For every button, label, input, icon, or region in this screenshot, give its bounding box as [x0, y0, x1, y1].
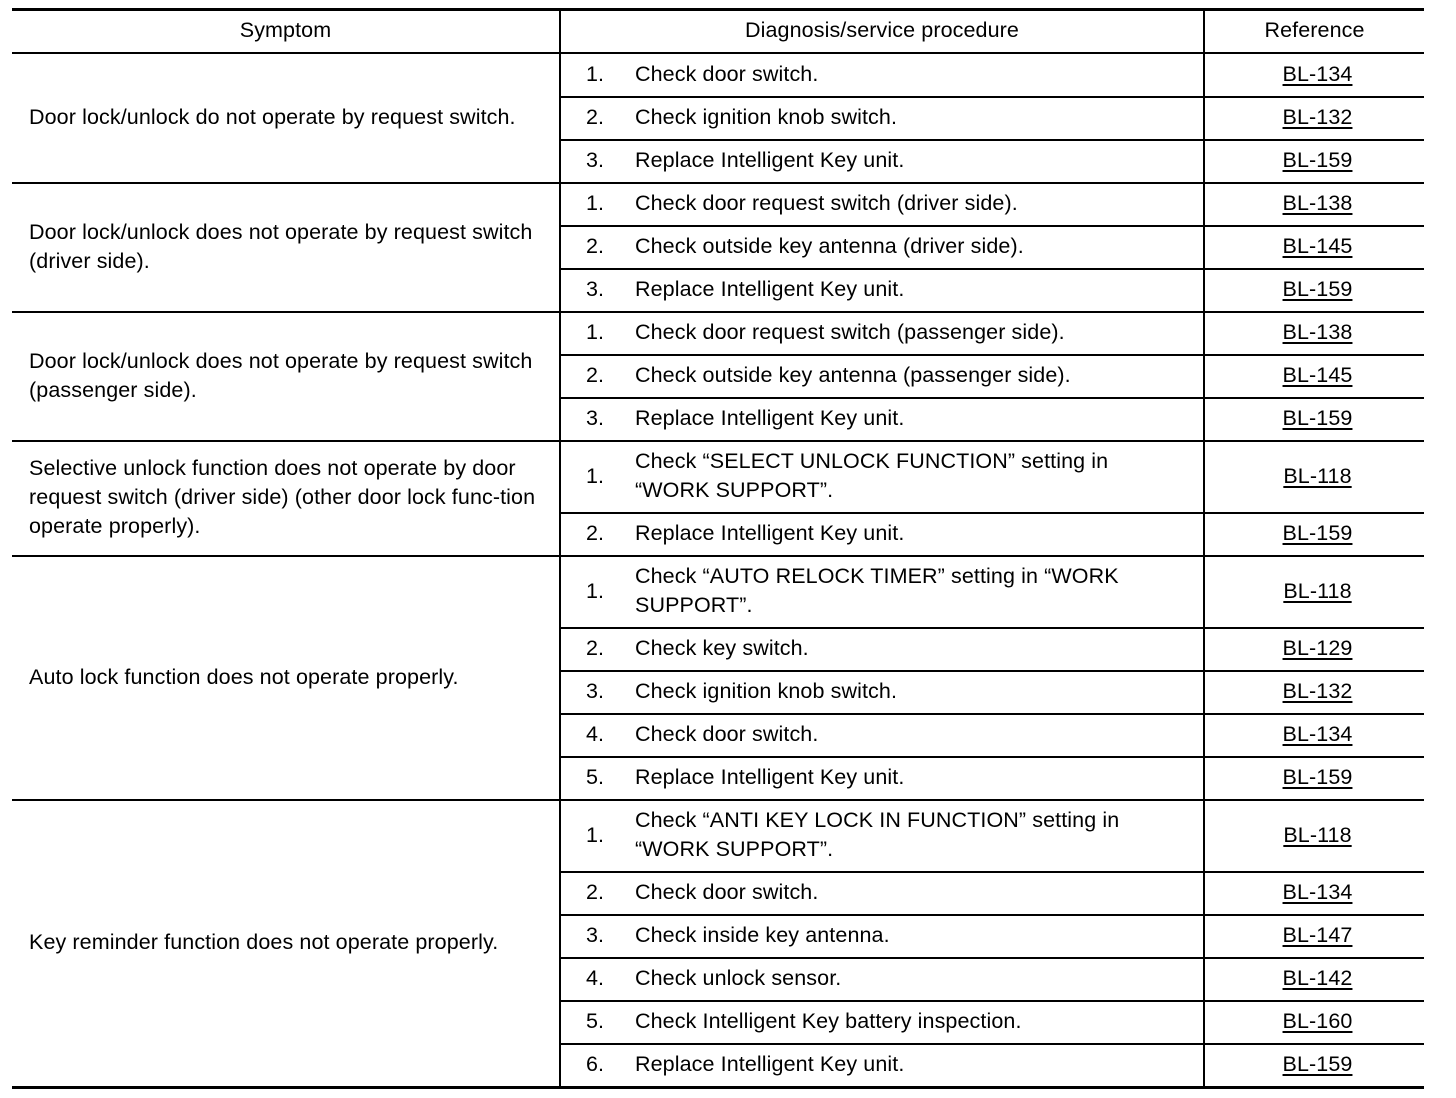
- reference-link[interactable]: BL-142: [1282, 966, 1353, 990]
- step-number: 1.: [586, 578, 605, 603]
- reference-cell: [1205, 799, 1424, 871]
- step-text: Check “ANTI KEY LOCK IN FUNCTION” setting in “WORK SUPPORT”.: [635, 808, 1120, 861]
- step-number: 2.: [586, 521, 605, 545]
- reference-cell: [1205, 555, 1424, 627]
- step-text: Check ignition knob switch.: [635, 105, 898, 129]
- reference-link[interactable]: BL-159: [1282, 406, 1353, 430]
- reference-cell: [1205, 354, 1424, 397]
- step-number: 5.: [586, 1009, 605, 1033]
- step-text: Check door switch.: [635, 880, 819, 904]
- reference-cell: [1205, 268, 1424, 311]
- step-text: Check outside key antenna (driver side).: [635, 234, 1024, 258]
- step-number: 6.: [586, 1052, 605, 1076]
- step-text: Check ignition knob switch.: [635, 679, 898, 703]
- reference-cell: [1205, 139, 1424, 182]
- step-text: Check Intelligent Key battery inspection.: [635, 1009, 1022, 1033]
- step-number: 2.: [586, 880, 605, 904]
- reference-cell: [1205, 1043, 1424, 1086]
- step-text: Replace Intelligent Key unit.: [635, 277, 905, 301]
- reference-cell: [1205, 627, 1424, 670]
- step-number: 2.: [586, 636, 605, 660]
- step-number: 3.: [586, 923, 605, 947]
- step-number: 1.: [586, 62, 605, 86]
- step-text: Replace Intelligent Key unit.: [635, 521, 905, 545]
- reference-link[interactable]: BL-159: [1282, 1052, 1353, 1076]
- reference-cell: [1205, 670, 1424, 713]
- symptom-cell: Door lock/unlock do not operate by request switch.: [29, 105, 516, 129]
- step-text: Check outside key antenna (passenger side).: [635, 363, 1071, 387]
- reference-link[interactable]: BL-159: [1282, 521, 1353, 545]
- reference-cell: [1205, 512, 1424, 555]
- reference-link[interactable]: BL-159: [1282, 765, 1353, 789]
- step-text: Check inside key antenna.: [635, 923, 890, 947]
- reference-cell: [1205, 311, 1424, 354]
- top-rule: [12, 8, 1424, 11]
- reference-cell: [1205, 1000, 1424, 1043]
- step-text: Replace Intelligent Key unit.: [635, 148, 905, 172]
- symptom-cell: Door lock/unlock does not operate by request switch (driver side).: [29, 219, 533, 273]
- reference-link[interactable]: BL-118: [1283, 463, 1352, 488]
- step-number: 2.: [586, 105, 605, 129]
- column-divider-1: [559, 8, 561, 1086]
- step-number: 1.: [586, 822, 605, 847]
- reference-link[interactable]: BL-138: [1282, 191, 1353, 215]
- reference-link[interactable]: BL-118: [1283, 822, 1352, 847]
- reference-cell: [1205, 53, 1424, 96]
- column-divider-2: [1203, 8, 1205, 1086]
- reference-link[interactable]: BL-138: [1282, 320, 1353, 344]
- reference-link[interactable]: BL-132: [1282, 105, 1353, 129]
- symptom-cell: Door lock/unlock does not operate by request switch (passenger side).: [29, 348, 533, 402]
- step-number: 5.: [586, 765, 605, 789]
- header-procedure: Diagnosis/service procedure: [745, 17, 1019, 42]
- step-text: Replace Intelligent Key unit.: [635, 765, 905, 789]
- reference-link[interactable]: BL-145: [1282, 363, 1353, 387]
- reference-cell: [1205, 957, 1424, 1000]
- step-number: 1.: [586, 463, 605, 488]
- step-number: 3.: [586, 406, 605, 430]
- step-number: 2.: [586, 234, 605, 258]
- reference-cell: [1205, 914, 1424, 957]
- step-text: Check door switch.: [635, 62, 819, 86]
- reference-link[interactable]: BL-118: [1283, 578, 1352, 603]
- step-number: 3.: [586, 277, 605, 301]
- reference-cell: [1205, 756, 1424, 799]
- step-text: Check “SELECT UNLOCK FUNCTION” setting in “WORK SUPPORT”.: [635, 449, 1109, 502]
- symptom-cell: Selective unlock function does not operate by door request switch (driver side) (other door lock func-tion operate properly).: [29, 456, 536, 538]
- reference-link[interactable]: BL-145: [1282, 234, 1353, 258]
- step-number: 1.: [586, 191, 605, 215]
- step-number: 2.: [586, 363, 605, 387]
- reference-cell: [1205, 225, 1424, 268]
- reference-link[interactable]: BL-160: [1282, 1009, 1353, 1033]
- step-text: Check unlock sensor.: [635, 966, 842, 990]
- reference-link[interactable]: BL-159: [1282, 277, 1353, 301]
- reference-cell: [1205, 871, 1424, 914]
- step-number: 3.: [586, 679, 605, 703]
- symptom-cell: Key reminder function does not operate properly.: [29, 930, 499, 954]
- step-text: Check door switch.: [635, 722, 819, 746]
- step-number: 4.: [586, 966, 605, 990]
- reference-link[interactable]: BL-134: [1282, 62, 1353, 86]
- step-text: Replace Intelligent Key unit.: [635, 1052, 905, 1076]
- symptom-cell: Auto lock function does not operate properly.: [29, 664, 459, 689]
- step-text: Check key switch.: [635, 636, 809, 660]
- reference-cell: [1205, 182, 1424, 225]
- step-text: Check door request switch (passenger side).: [635, 320, 1065, 344]
- step-number: 4.: [586, 722, 605, 746]
- step-number: 1.: [586, 320, 605, 344]
- step-text: Replace Intelligent Key unit.: [635, 406, 905, 430]
- reference-cell: [1205, 713, 1424, 756]
- step-number: 3.: [586, 148, 605, 172]
- step-text: Check door request switch (driver side).: [635, 191, 1018, 215]
- reference-link[interactable]: BL-159: [1282, 148, 1353, 172]
- reference-link[interactable]: BL-129: [1282, 636, 1353, 660]
- header-symptom: Symptom: [239, 17, 332, 42]
- header-reference: Reference: [1264, 17, 1365, 42]
- reference-cell: [1205, 96, 1424, 139]
- reference-cell: [1205, 440, 1424, 512]
- reference-link[interactable]: BL-134: [1282, 880, 1353, 904]
- bottom-rule: [12, 1086, 1424, 1089]
- reference-link[interactable]: BL-132: [1282, 679, 1353, 703]
- reference-link[interactable]: BL-134: [1282, 722, 1353, 746]
- reference-cell: [1205, 397, 1424, 440]
- reference-link[interactable]: BL-147: [1282, 923, 1353, 947]
- step-text: Check “AUTO RELOCK TIMER” setting in “WORK SUPPORT”.: [635, 564, 1119, 617]
